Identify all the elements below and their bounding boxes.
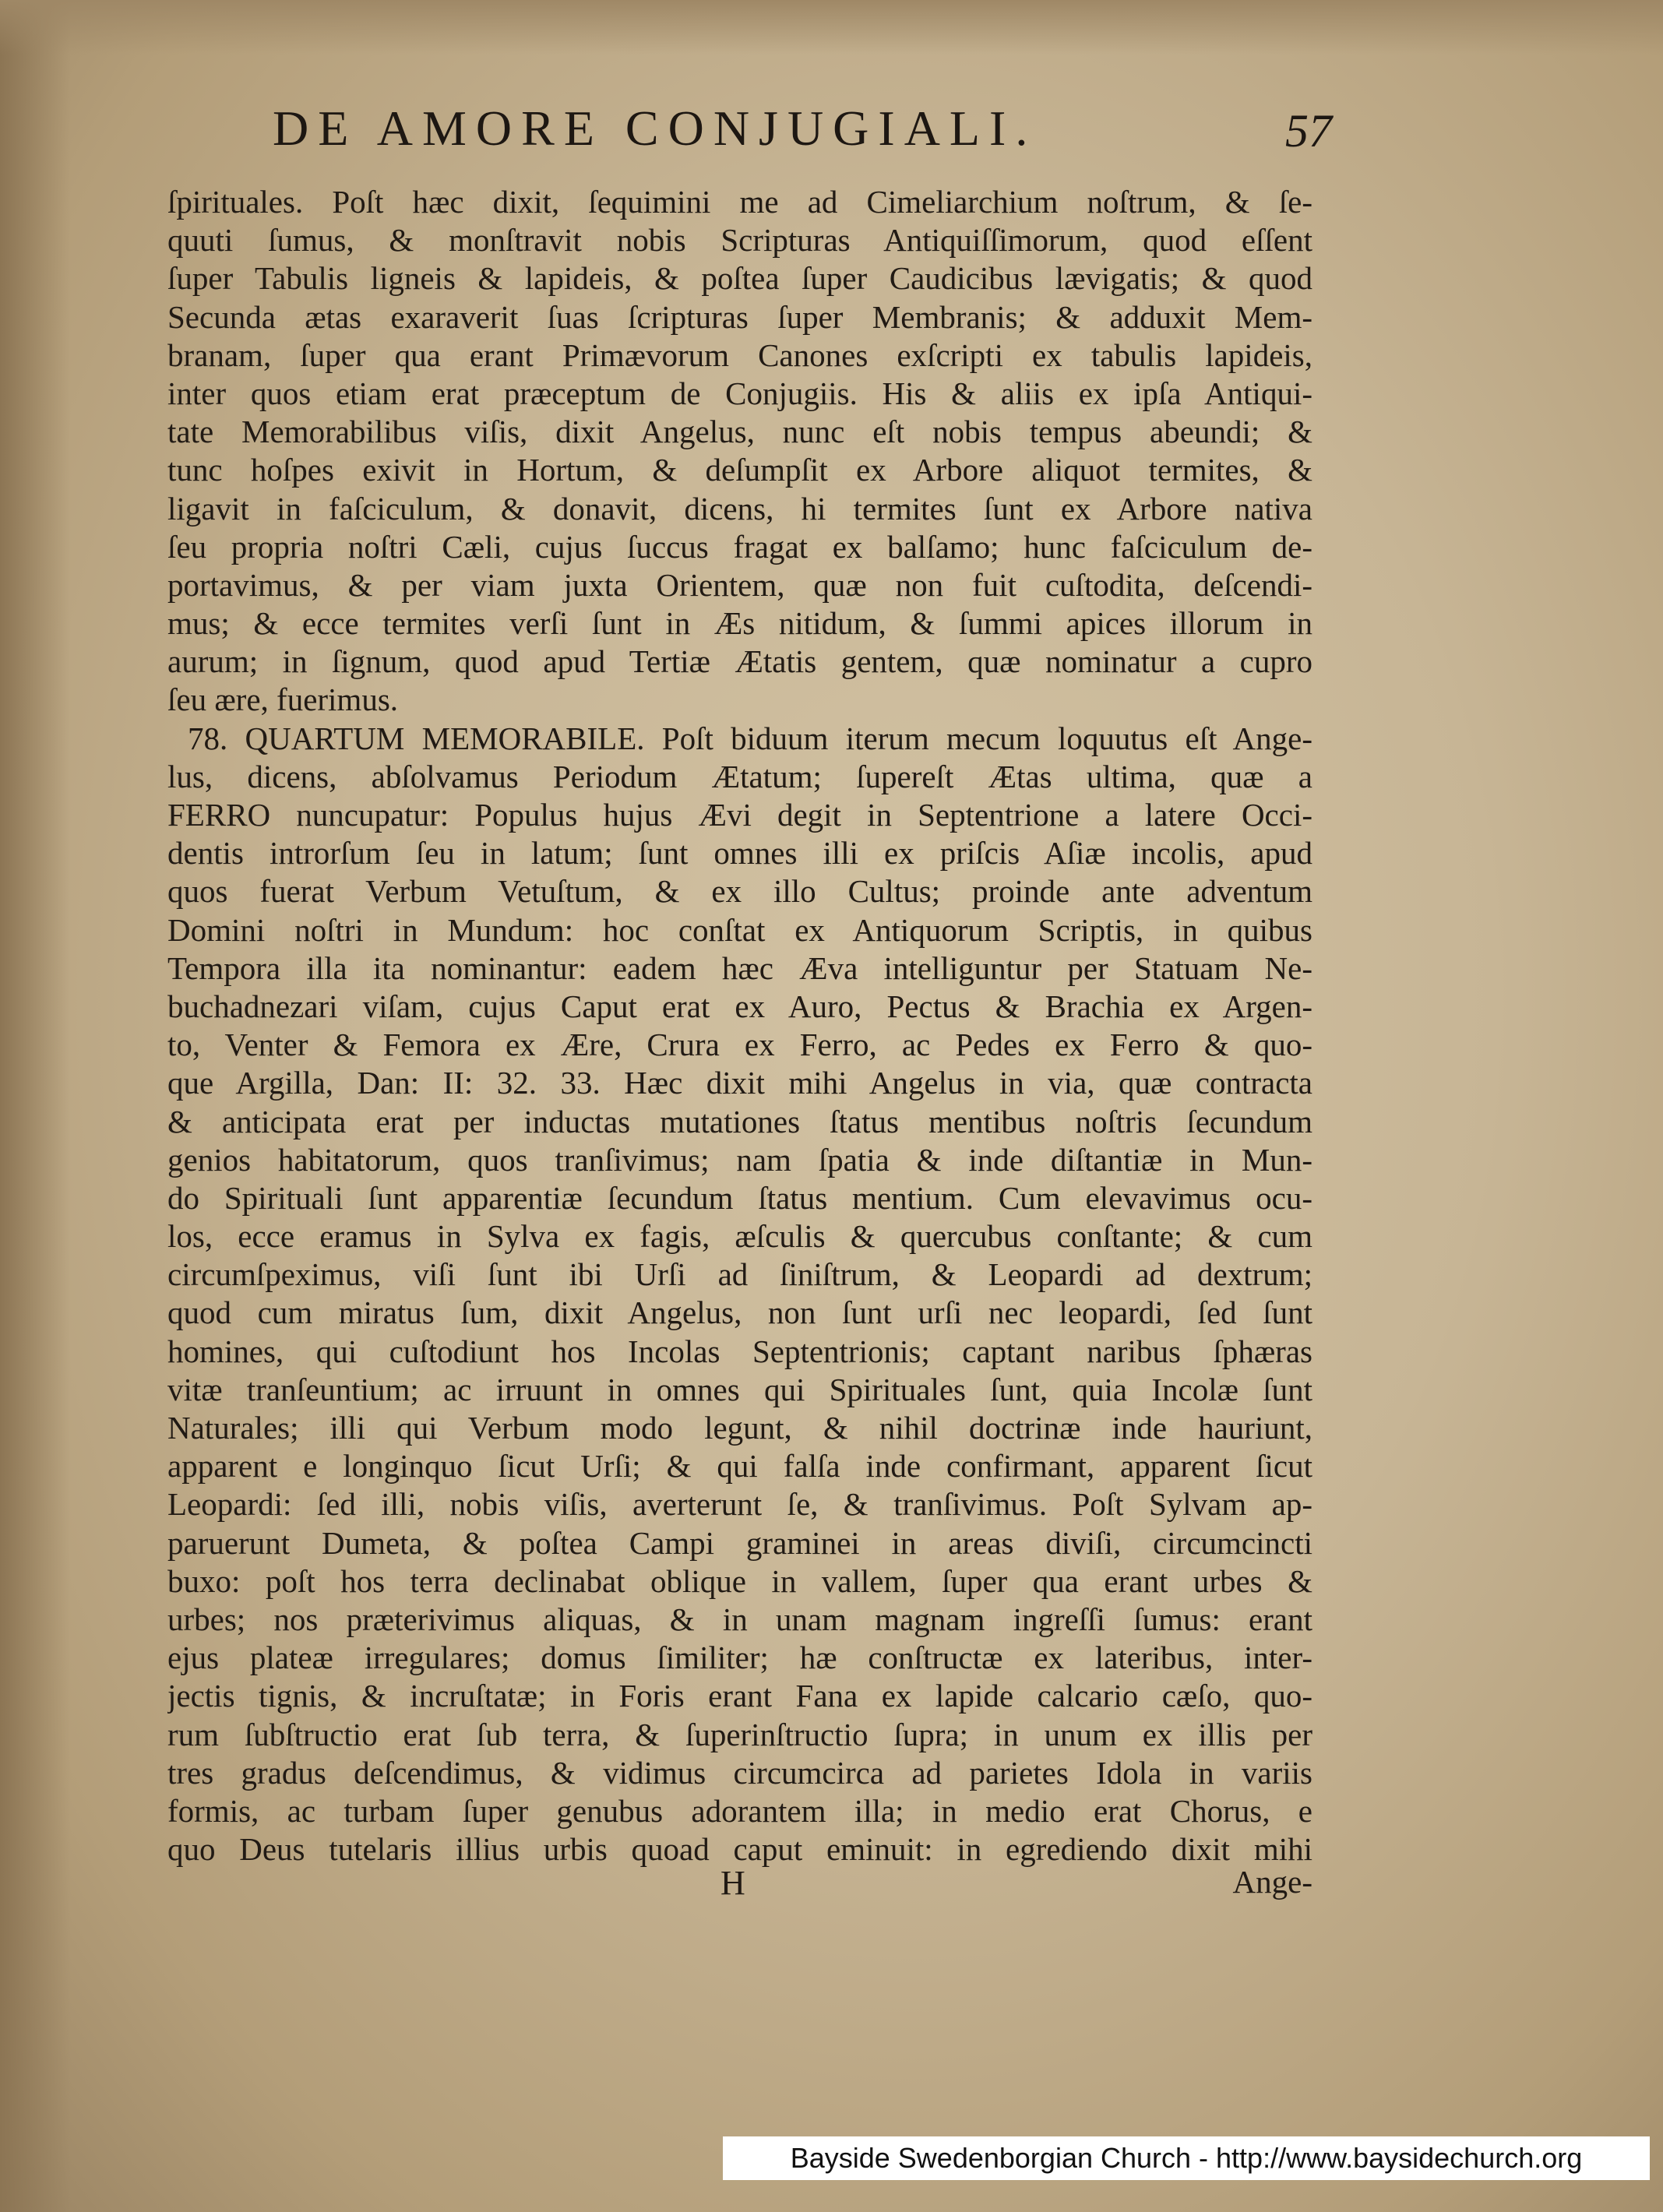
running-title: DE AMORE CONJUGIALI. [273,100,1038,156]
text-line: Leopardi: ſed illi, nobis viſis, averterunt ſe, & tranſivimus. Poſt Sylvam ap- [167,1486,1312,1523]
page-header [273,100,1332,162]
text-line: Domini noſtri in Mundum: hoc conſtat ex Antiquorum Scriptis, in quibus [167,911,1312,948]
page-shadow-left [0,0,70,2212]
text-line: urbes; nos præterivimus aliquas, & in unam magnam ingreſſi ſumus: erant [167,1601,1312,1637]
text-line: genios habitatorum, quos tranſivimus; nam ſpatia & inde diſtantiæ in Mun- [167,1141,1312,1178]
text-line: to, Venter & Femora ex Ære, Crura ex Ferro, ac Pedes ex Ferro & quo- [167,1027,1312,1063]
text-line: Naturales; illi qui Verbum modo legunt, & nihil doctrinæ inde hauriunt, [167,1410,1312,1446]
text-line: mus; & ecce termites verſi ſunt in Æs nitidum, & ſummi apices illorum in [167,605,1312,642]
paragraph-end-line: ſeu ære, fuerimus. [167,682,399,718]
text-line: vitæ tranſeuntium; ac irruunt in omnes qui Spirituales ſunt, quia Incolæ ſunt [167,1371,1312,1407]
page-footer [167,1863,1312,1910]
text-line: tunc hoſpes exivit in Hortum, & deſumpſit ex Arbore aliquot termites, & [167,452,1312,488]
text-line: & anticipata erat per inductas mutationes ſtatus mentibus noſtris ſecundum [167,1103,1312,1139]
text-line: buchadnezari viſam, cujus Caput erat ex Auro, Pectus & Brachia ex Argen- [167,988,1312,1024]
text-line: inter quos etiam erat præceptum de Conjugiis. His & aliis ex ipſa Antiqui- [167,375,1312,411]
text-line: los, ecce eramus in Sylva ex fagis, æſculis & quercubus conſtante; & cum [167,1218,1312,1255]
text-line: Tempora illa ita nominantur: eadem hæc Æva intelliguntur per Statuam Ne- [167,949,1312,986]
text-line: dentis introrſum ſeu in latum; ſunt omnes illi ex priſcis Aſiæ incolis, apud [167,835,1312,872]
text-line: ſpirituales. Poſt hæc dixit, ſequimini me ad Cimeliarchium noſtrum, & ſe- [167,184,1312,220]
text-line: apparent e longinquo ſicut Urſi; & qui falſa inde confirmant, apparent ſicut [167,1448,1312,1485]
text-line: quuti ſumus, & monſtravit nobis Scripturas Antiquiſſimorum, quod eſſent [167,222,1312,259]
text-line: portavimus, & per viam juxta Orientem, quæ non fuit cuſtodita, deſcendi- [167,566,1312,603]
text-line: paruerunt Dumeta, & poſtea Campi graminei in areas diviſi, circumcincti [167,1524,1312,1561]
text-line: ſuper Tabulis ligneis & lapideis, & poſtea ſuper Caudicibus lævigatis; & quod [167,260,1312,297]
text-line: buxo: poſt hos terra declinabat oblique in vallem, ſuper qua erant urbes & [167,1562,1312,1599]
text-line: Secunda ætas exaraverit ſuas ſcripturas ſuper Membranis; & adduxit Mem- [167,298,1312,335]
text-line: circumſpeximus, viſi ſunt ibi Urſi ad ſiniſtrum, & Leopardi ad dextrum; [167,1256,1312,1293]
text-line: formis, ac turbam ſuper genubus adorantem illa; in medio erat Chorus, e [167,1792,1312,1829]
signature-mark: H [721,1864,745,1902]
page-shadow-top [0,0,1663,55]
source-watermark: Bayside Swedenborgian Church - http://www.baysidechurch.org [723,2136,1650,2180]
text-line: do Spirituali ſunt apparentiæ ſecundum ſtatus mentium. Cum elevavimus ocu- [167,1179,1312,1216]
text-line: ſeu propria noſtri Cæli, cujus ſuccus fragat ex balſamo; hunc faſciculum de- [167,528,1312,565]
page-number: 57 [1285,105,1332,157]
text-line: quo Deus tutelaris illius urbis quoad caput eminuit: in egrediendo dixit mihi [167,1831,1312,1868]
text-line: que Argilla, Dan: II: 32. 33. Hæc dixit mihi Angelus in via, quæ contracta [167,1065,1312,1101]
text-line: tres gradus deſcendimus, & vidimus circumcirca ad parietes Idola in variis [167,1754,1312,1791]
text-line: tate Memorabilibus viſis, dixit Angelus, nunc eſt nobis tempus abeundi; & [167,414,1312,450]
text-line: rum ſubſtructio erat ſub terra, & ſuperinſtructio ſupra; in unum ex illis per [167,1716,1312,1752]
body-text [167,183,1312,1869]
text-line: quod cum miratus ſum, dixit Angelus, non ſunt urſi nec leopardi, ſed ſunt [167,1294,1312,1331]
catchword: Ange- [1232,1864,1312,1900]
text-line: quos fuerat Verbum Vetuſtum, & ex illo Cultus; proinde ante adventum [167,873,1312,910]
text-line: ligavit in faſciculum, & donavit, dicens, hi termites ſunt ex Arbore nativa [167,490,1312,527]
text-line: aurum; in ſignum, quod apud Tertiæ Ætatis gentem, quæ nominatur a cupro [167,643,1312,680]
text-line: lus, dicens, abſolvamus Periodum Ætatum; ſupereſt Ætas ultima, quæ a [167,758,1312,794]
text-line: homines, qui cuſtodiunt hos Incolas Septentrionis; captant naribus ſphæras [167,1333,1312,1369]
section-heading-line: 78. QUARTUM MEMORABILE. Poſt biduum iterum mecum loquutus eſt Ange- [188,720,1312,756]
text-line: branam, ſuper qua erant Primævorum Canones exſcripti ex tabulis lapideis, [167,336,1312,373]
text-line: ejus plateæ irregulares; domus ſimiliter; hæ conſtructæ ex lateribus, inter- [167,1640,1312,1676]
text-line: jectis tignis, & incruſtatæ; in Foris erant Fana ex lapide calcario cæſo, quo- [167,1678,1312,1714]
text-line: FERRO nuncupatur: Populus hujus Ævi degit in Septentrione a latere Occi- [167,797,1312,833]
